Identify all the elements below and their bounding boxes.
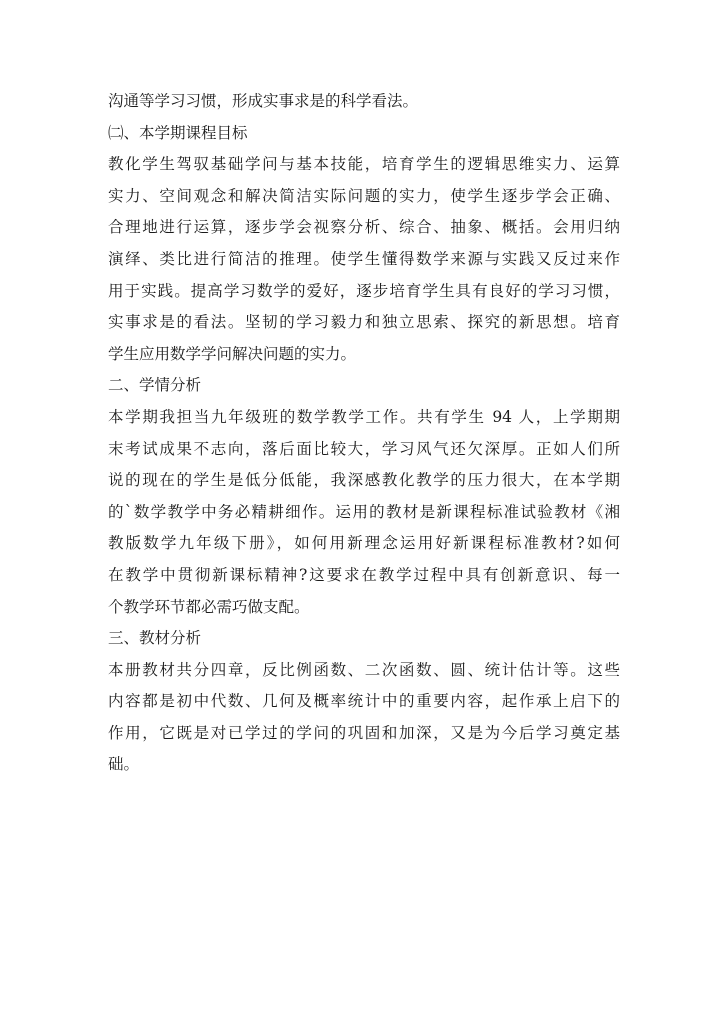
text-line: 学生应用数学学问解决问题的实力。: [108, 344, 357, 363]
text-line: 作用，它既是对已学过的学问的巩固和加深，又是为今后学习奠定基: [108, 723, 620, 742]
document-body: [108, 86, 620, 781]
text-line: 实事求是的看法。坚韧的学习毅力和独立思索、探究的新思想。培育: [108, 313, 620, 332]
text-line: 在教学中贯彻新课标精神?这要求在教学过程中具有创新意识、每一: [108, 565, 620, 584]
text-line: 本册教材共分四章，反比例函数、二次函数、圆、统计估计等。这些: [108, 660, 620, 679]
text-line: 教版数学九年级下册》，如何用新理念运用好新课程标准教材?如何: [108, 534, 620, 553]
text-line: 演绎、类比进行简洁的推理。使学生懂得数学来源与实践又反过来作: [108, 249, 620, 268]
text-line: 实力、空间观念和解决简洁实际问题的实力，使学生逐步学会正确、: [108, 186, 620, 205]
text-line: 本学期我担当九年级班的数学教学工作。共有学生 94 人，上学期期: [108, 407, 620, 426]
text-line: ㈡、本学期课程目标: [108, 123, 248, 142]
text-line: 末考试成果不志向，落后面比较大，学习风气还欠深厚。正如人们所: [108, 439, 620, 458]
text-line: 说的现在的学生是低分低能，我深感教化教学的压力很大，在本学期: [108, 471, 620, 490]
text-line: 的`数学教学中务必精耕细作。运用的教材是新课程标准试验教材《湘: [108, 502, 620, 521]
text-line: 内容都是初中代数、几何及概率统计中的重要内容，起作承上启下的: [108, 692, 620, 711]
text-line: 用于实践。提高学习数学的爱好，逐步培育学生具有良好的学习习惯，: [108, 281, 620, 300]
text-line: 三、教材分析: [108, 629, 202, 648]
text-line: 合理地进行运算，逐步学会视察分析、综合、抽象、概括。会用归纳: [108, 218, 620, 237]
text-line: 础。: [108, 755, 140, 774]
text-line: 个教学环节都必需巧做支配。: [108, 597, 310, 616]
text-line: 教化学生驾驭基础学问与基本技能，培育学生的逻辑思维实力、运算: [108, 155, 620, 174]
text-line: 二、学情分析: [108, 376, 202, 395]
text-line: 沟通等学习习惯，形成实事求是的科学看法。: [108, 92, 419, 110]
